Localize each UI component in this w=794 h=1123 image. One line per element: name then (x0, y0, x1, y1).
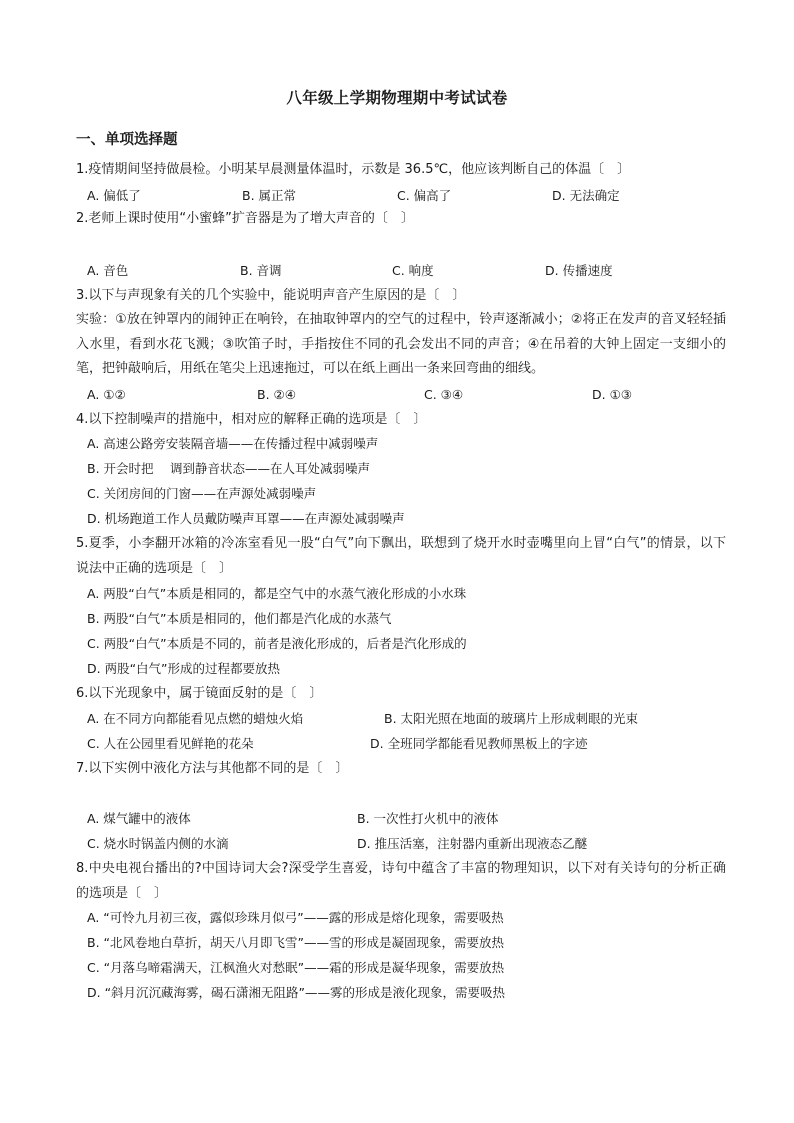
question-3-detail: 实验：①放在钟罩内的闹钟正在响铃，在抽取钟罩内的空气的过程中，铃声逐渐减小；②将正在发声的音叉轻轻插入水里，看到水花飞溅；③吹笛子时，手指按住不同的孔会发出不同的声音；④在吊着的大钟上固定一支细小的笔，把钟敲响后，用纸在笔尖上迅速拖过，可以在纸上画出一条来回弯曲的细线。 (76, 312, 726, 376)
question-6-option-c: C. 人在公园里看见鲜艳的花朵 (87, 736, 254, 751)
question-7-option-d: D. 推压活塞，注射器内重新出现液态乙醚 (357, 836, 588, 851)
question-3-option-c: C. ③④ (424, 387, 464, 402)
question-3-option-a: A. ①② (87, 387, 126, 402)
question-7-stem: 7.以下实例中液化方法与其他都不同的是〔 〕 (76, 761, 349, 776)
question-7-option-c: C. 烧水时锅盖内侧的水滴 (87, 836, 229, 851)
question-5-option-c: C. 两股“白气”本质是不同的，前者是液化形成的，后者是汽化形成的 (87, 636, 467, 651)
question-1-option-a: A. 偏低了 (87, 188, 141, 203)
question-8-option-a: A. “可怜九月初三夜，露似珍珠月似弓”——露的形成是熔化现象，需要吸热 (87, 910, 504, 925)
question-2-stem: 2.老师上课时使用“小蜜蜂”扩音器是为了增大声音的〔 〕 (76, 211, 414, 226)
question-3-option-d: D. ①③ (592, 387, 632, 402)
question-8-option-c: C. “月落乌啼霜满天，江枫渔火对愁眠”——霜的形成是凝华现象，需要放热 (87, 960, 505, 975)
question-2-option-d: D. 传播速度 (545, 263, 613, 278)
question-8-option-b: B. “北风卷地白草折，胡天八月即飞雪”——雪的形成是凝固现象，需要放热 (87, 935, 504, 950)
question-1-option-c: C. 偏高了 (397, 188, 452, 203)
page-title: 八年级上学期物理期中考试试卷 (286, 89, 508, 107)
question-5-option-b: B. 两股“白气”本质是相同的，他们都是汽化成的水蒸气 (87, 611, 392, 626)
question-1-option-b: B. 属正常 (242, 188, 297, 203)
question-2-option-b: B. 音调 (240, 263, 282, 278)
question-1-option-d: D. 无法确定 (552, 188, 620, 203)
question-8-stem: 8.中央电视台播出的?中国诗词大会?深受学生喜爱，诗句中蕴含了丰富的物理知识，以下对有关诗句的分析正确的选项是〔 〕 (76, 861, 726, 901)
question-5-option-d: D. 两股“白气”形成的过程都要放热 (87, 661, 281, 676)
section-heading: 一、单项选择题 (76, 132, 178, 148)
question-6-option-b: B. 太阳光照在地面的玻璃片上形成刺眼的光束 (384, 711, 639, 726)
question-6-option-d: D. 全班同学都能看见教师黑板上的字迹 (370, 736, 588, 751)
question-3-stem: 3.以下与声现象有关的几个实验中，能说明声音产生原因的是〔 〕 (76, 288, 466, 303)
question-5-stem: 5.夏季，小李翻开冰箱的冷冻室看见一股“白气”向下飘出，联想到了烧开水时壶嘴里向上冒“白气”的情景，以下说法中正确的选项是〔 〕 (76, 536, 726, 576)
question-4-option-d: D. 机场跑道工作人员戴防噪声耳罩——在声源处减弱噪声 (87, 511, 405, 526)
question-7-option-b: B. 一次性打火机中的液体 (357, 811, 499, 826)
question-4-option-a: A. 高速公路旁安装隔音墙——在传播过程中减弱噪声 (87, 436, 379, 451)
question-4-option-c: C. 关闭房间的门窗——在声源处减弱噪声 (87, 486, 317, 501)
question-5-option-a: A. 两股“白气”本质是相同的，都是空气中的水蒸气液化形成的小水珠 (87, 586, 467, 601)
question-4-stem: 4.以下控制噪声的措施中，相对应的解释正确的选项是〔 〕 (76, 412, 427, 427)
question-3-option-b: B. ②④ (257, 387, 296, 402)
question-1-stem: 1.疫情期间坚持做晨检。小明某早晨测量体温时，示数是 36.5℃，他应该判断自己的体温〔 〕 (76, 162, 631, 177)
question-2-option-c: C. 响度 (392, 263, 434, 278)
question-2-option-a: A. 音色 (87, 263, 129, 278)
question-4-option-b: B. 开会时把 调到静音状态——在人耳处减弱噪声 (87, 461, 370, 476)
question-6-option-a: A. 在不同方向都能看见点燃的蜡烛火焰 (87, 711, 304, 726)
question-7-option-a: A. 煤气罐中的液体 (87, 811, 191, 826)
question-6-stem: 6.以下光现象中，属于镜面反射的是〔 〕 (76, 686, 323, 701)
question-8-option-d: D. “斜月沉沉藏海雾，碣石潇湘无阻路”——雾的形成是液化现象，需要吸热 (87, 985, 506, 1000)
